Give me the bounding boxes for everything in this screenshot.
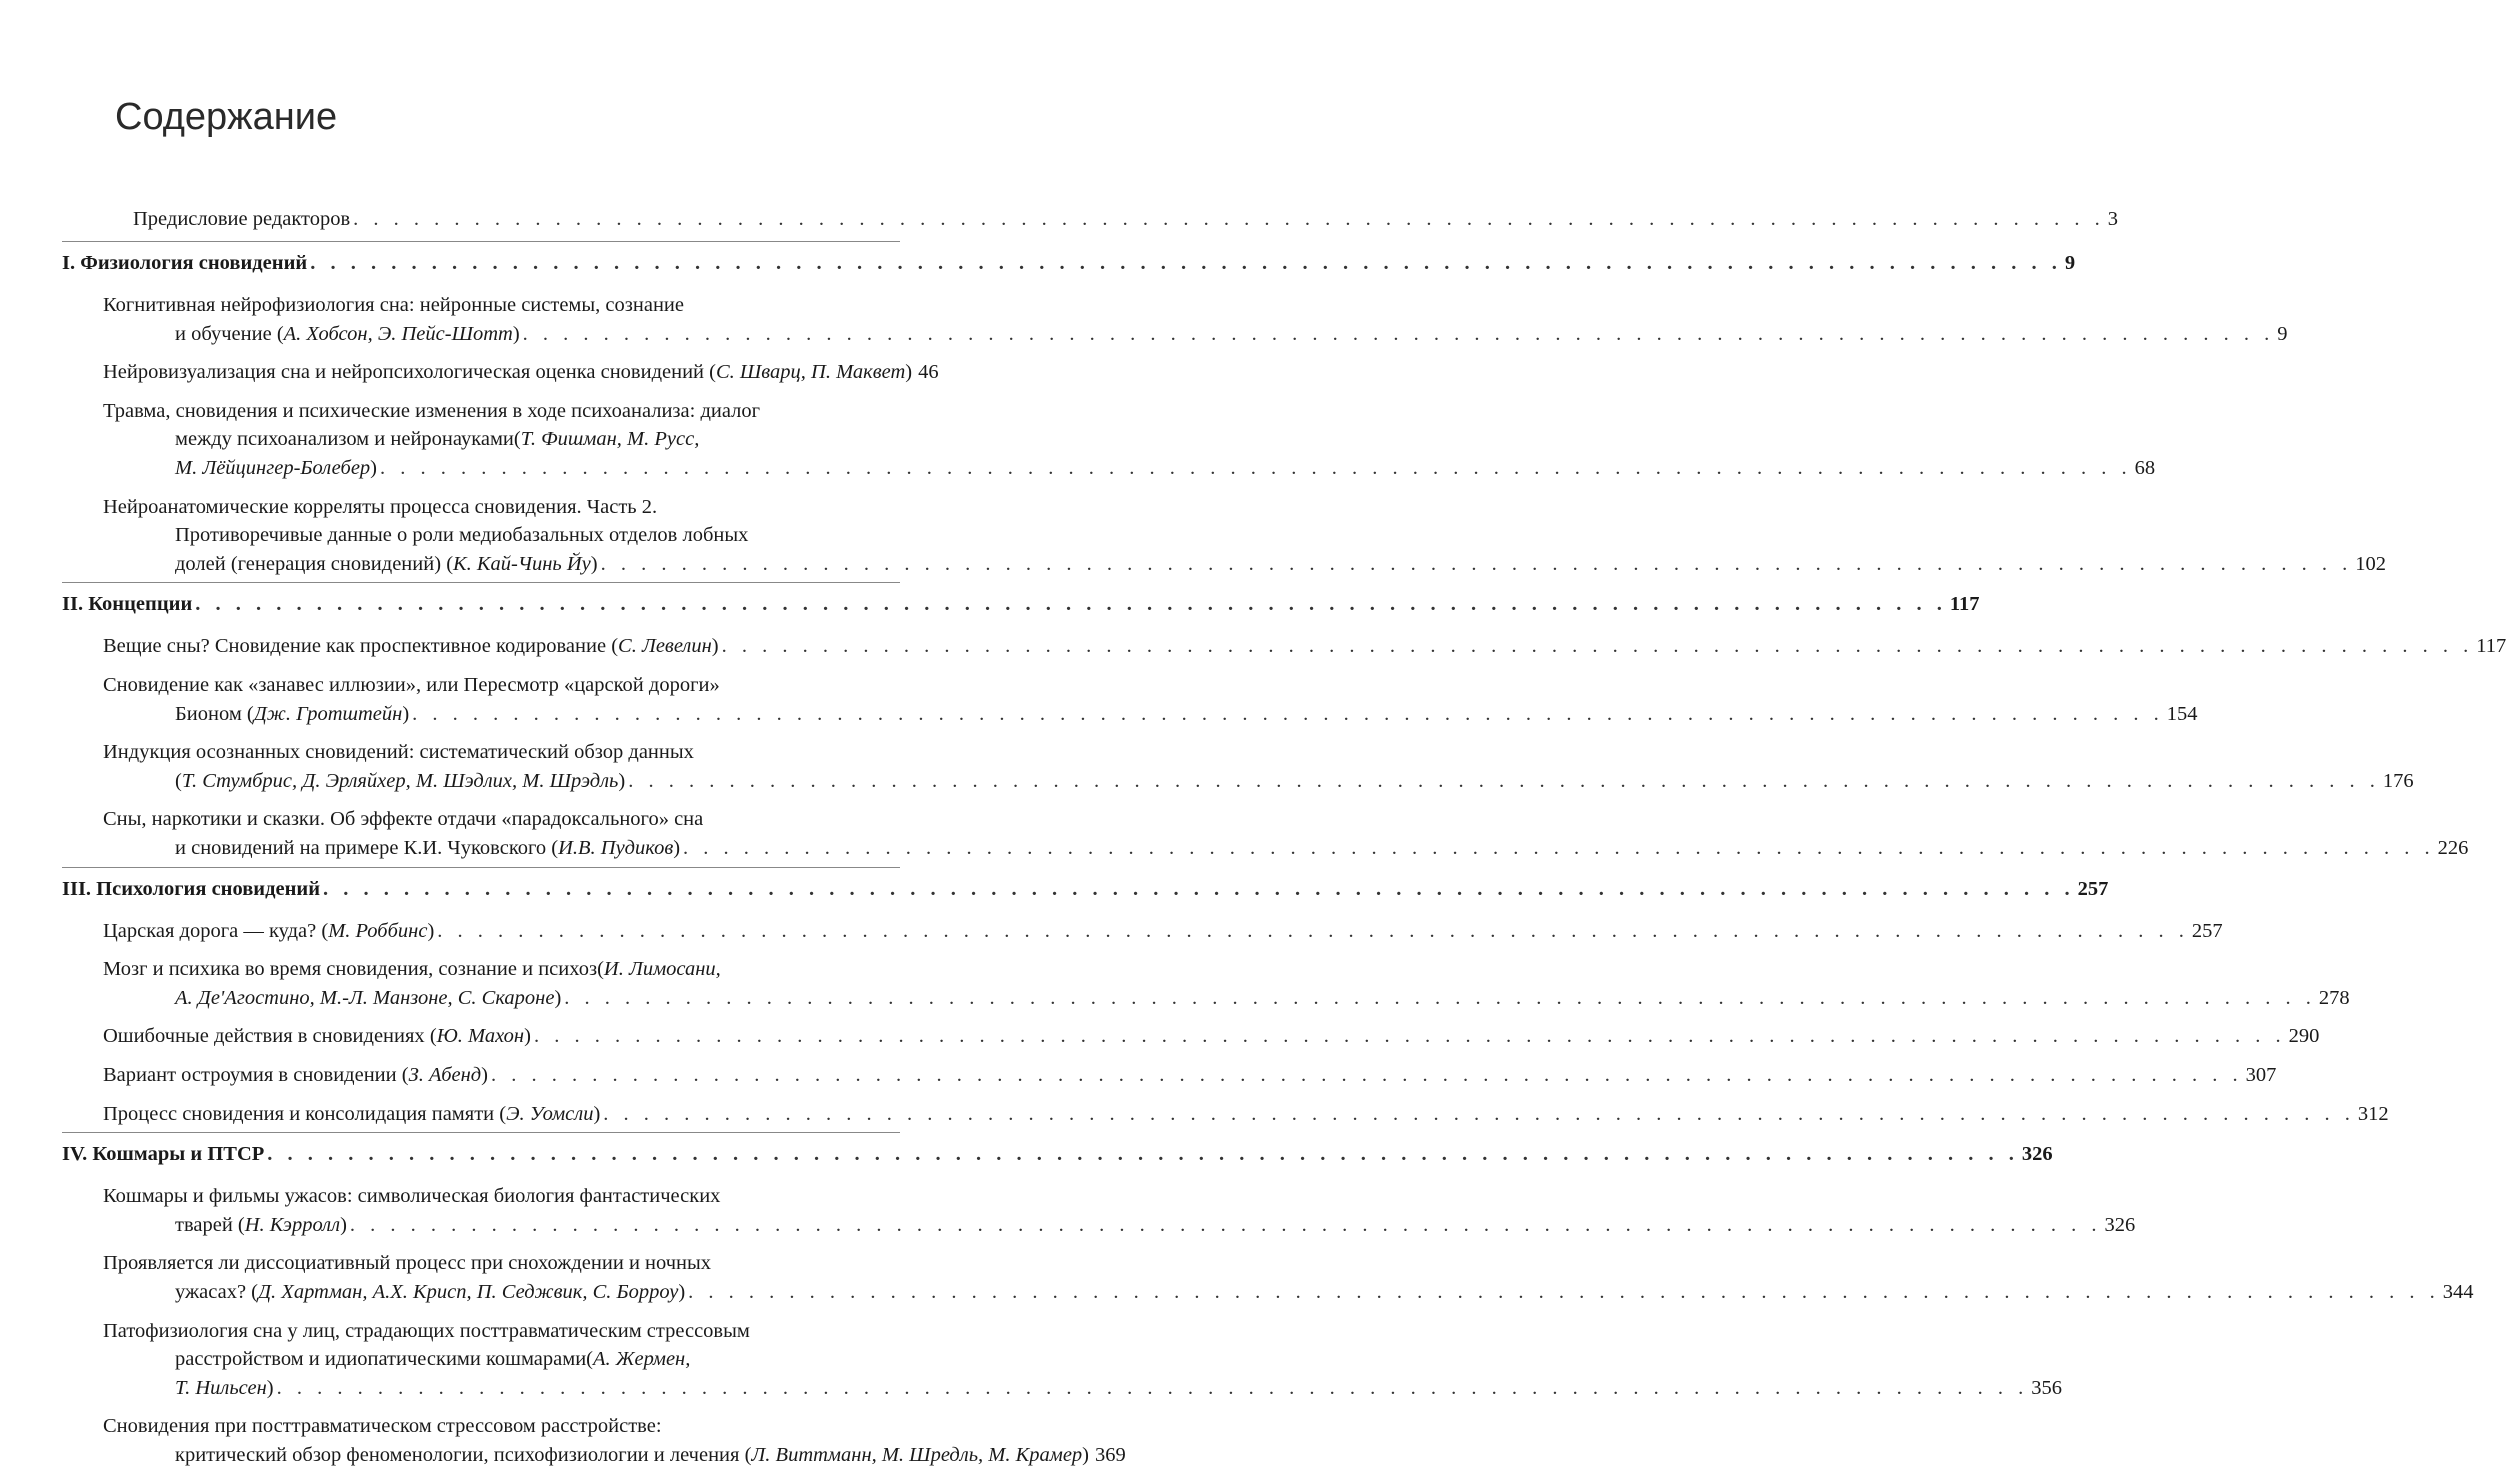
entry-line-text: Процесс сновидения и консолидация памяти	[103, 1102, 495, 1125]
leader-dots: . . . . . . . . . . . . . . . . . . . . . . . . . . . . . . . . . . . . . . . . . . . . . . . . . . . . . . . . . . . . . . . . . . . . . . . . . . . . . . . . . . . . . . .	[349, 1213, 2102, 1236]
section-title: II. Концепции	[62, 593, 193, 616]
page-number: 176	[2382, 769, 2414, 792]
page-number: 326	[2104, 1213, 2136, 1236]
leader-dots: . . . . . . . . . . . . . . . . . . . . . . . . . . . . . . . . . . . . . . . . . . . . . . . . . . . . . . . . . . . . . . . . . . . . . . . . . . . . . . . . . . . . . . .	[603, 1102, 2355, 1125]
toc-entry[interactable]	[175, 767, 2414, 795]
leader-dots: . . . . . . . . . . . . . . . . . . . . . . . . . . . . . . . . . . . . . . . . . . . . . . . . . . . . . . . . . . . . . . . . . . . . . . . . . . . . . . . . . . . . . . .	[412, 702, 2164, 725]
entry-line	[103, 671, 900, 699]
page-number: 344	[2442, 1281, 2474, 1303]
leader-dots: . . . . . . . . . . . . . . . . . . . . . . . . . . . . . . . . . . . . . . . . . . . . . . . . . . . . . . . . . . . . . . . . . . . . . . . . . . . . . . . . . . . . . . .	[353, 208, 2105, 230]
leader-dots: . . . . . . . . . . . . . . . . . . . . . . . . . . . . . . . . . . . . . . . . . . . . . . . . . . . . . . . . . . . . . . . . . . . . . . . . . . . . . . . . . . . . . . .	[721, 635, 2474, 658]
toc-entry[interactable]	[175, 834, 2469, 862]
entry-line: расстройством и идиопатическими кошмарами ( А. Жермен,	[175, 1345, 690, 1373]
entry-line-text: тварей	[175, 1213, 233, 1236]
entry-line-text: Бионом	[175, 702, 242, 725]
section-divider	[62, 582, 900, 583]
toc-entry-title: (Т. Стумбрис, Д. Эрляйхер, М. Шэдлих, М. Шрэдль)	[175, 769, 626, 792]
toc-entry[interactable]	[175, 700, 2198, 728]
leader-dots: . . . . . . . . . . . . . . . . . . . . . . . . . . . . . . . . . . . . . . . . . . . . . . . . . . . . . . . . . . . . . . . . . . . . . . . . . . . . . . . . . . . . . . .	[564, 986, 2316, 1009]
section-divider	[62, 241, 900, 242]
toc-entry-title: тварей (Н. Кэрролл)	[175, 1213, 347, 1236]
page-number: 102	[2355, 552, 2386, 575]
entry-line	[103, 397, 900, 425]
entry-line-text: и сновидений на примере К.И. Чуковского	[175, 837, 547, 859]
page-number: 226	[2437, 837, 2469, 859]
toc-entry[interactable]	[175, 1211, 2136, 1239]
toc-entry-title: Вариант остроумия в сновидении (З. Абенд)	[103, 1064, 488, 1086]
toc-entry-title: Нейровизуализация сна и нейропсихологическая оценка сновидений (С. Шварц, П. Маквет)	[103, 361, 913, 384]
entry-line-text: Нейроанатомические корреляты процесса сновидения. Часть 2.	[103, 495, 658, 518]
leader-dots: . . . . . . . . . . . . . . . . . . . . . . . . . . . . . . . . . . . . . . . . . . . . . . . . . . . . . . . . . . . . . . . . . . . . . . . . . . . . . . . . . . . . . . .	[380, 457, 2132, 479]
page-number: 9	[2064, 252, 2076, 274]
entry-line-text: критический обзор феноменологии, психофизиологии и лечения	[175, 1444, 740, 1466]
leader-dots: . . . . . . . . . . . . . . . . . . . . . . . . . . . . . . . . . . . . . . . . . . . . . . . . . . . . . . . . . . . . . . . . . . . . . . . . . . . . . . . . . . . . . . .	[490, 1064, 2243, 1086]
leader-dots: . . . . . . . . . . . . . . . . . . . . . . . . . . . . . . . . . . . . . . . . . . . . . . . . . . . . . . . . . . . . . . . . . . . . . . . . . . . . . . . . . . . . . . .	[276, 1376, 2029, 1399]
toc-entry[interactable]	[175, 454, 2156, 482]
toc-entry[interactable]	[103, 917, 2223, 945]
entry-line	[103, 1249, 900, 1277]
entry-authors: М. Лёйцингер-Болебер	[175, 457, 371, 479]
leader-dots: . . . . . . . . . . . . . . . . . . . . . . . . . . . . . . . . . . . . . . . . . . . . . . . . . . . . . . . . . . . . . . . . . . . . . . . . . . . . . . . . . . . . . . .	[522, 322, 2275, 345]
entry-line-text: ужасах?	[175, 1281, 247, 1303]
entry-line	[175, 521, 900, 549]
entry-authors: Дж. Гротштейн	[253, 702, 403, 725]
entry-line-text: Сны, наркотики и сказки. Об эффекте отдачи «парадоксального» сна	[103, 808, 704, 831]
entry-authors: К. Кай-Чинь Йу	[453, 552, 591, 575]
entry-line-text: Травма, сновидения и психические изменения в ходе психоанализа: диалог	[103, 399, 761, 422]
toc-entry-preface[interactable]	[133, 205, 2119, 233]
toc-entry-title: долей (генерация сновидений) (К. Кай-Чинь Йу)	[175, 552, 598, 575]
entry-authors: Н. Кэрролл	[244, 1213, 341, 1236]
leader-dots: . . . . . . . . . . . . . . . . . . . . . . . . . . . . . . . . . . . . . . . . . . . . . . . . . . . . . . . . . . . . . . . . . . . . . . . . . . . . . . . . . . . . . . .	[310, 252, 2062, 274]
leader-dots: . . . . . . . . . . . . . . . . . . . . . . . . . . . . . . . . . . . . . . . . . . . . . . . . . . . . . . . . . . . . . . . . . . . . . . . . . . . . . . . . . . . . . . .	[323, 877, 2075, 900]
entry-authors: Д. Хартман, А.Х. Крисп, П. Седжвик, С. Борроу	[258, 1281, 679, 1303]
toc-entry[interactable]	[175, 1278, 2474, 1306]
page-number: 290	[2288, 1025, 2320, 1048]
entry-authors: М. Роббинс	[328, 919, 428, 942]
entry-line	[103, 291, 900, 319]
entry-authors: Т. Стумбрис, Д. Эрляйхер, М. Шэдлих, М. Шрэдль	[181, 769, 619, 792]
toc-entry[interactable]	[175, 1441, 1126, 1469]
entry-authors: А. Жермен,	[593, 1348, 691, 1371]
toc-entry-title: А. Де'Агостино, М.-Л. Манзоне, С. Скароне)	[175, 986, 562, 1009]
toc-entry-title: и сновидений на примере К.И. Чуковского (И.В. Пудиков)	[175, 837, 681, 859]
leader-dots: . . . . . . . . . . . . . . . . . . . . . . . . . . . . . . . . . . . . . . . . . . . . . . . . . . . . . . . . . . . . . . . . . . . . . . . . . . . . . . . . . . . . . . .	[600, 552, 2353, 575]
page-number: 117	[2476, 635, 2506, 658]
toc-entry-title: Т. Нильсен)	[175, 1376, 274, 1399]
section-title: I. Физиология сновидений	[62, 252, 308, 274]
page-number: 257	[2191, 919, 2223, 942]
page-number: 9	[2277, 322, 2288, 345]
toc-entry-title: критический обзор феноменологии, психофизиологии и лечения (Л. Виттманн, М. Шредль, М. Крамер)	[175, 1444, 1089, 1466]
toc-entry[interactable]	[175, 984, 2350, 1012]
entry-authors: З. Абенд	[408, 1064, 482, 1086]
toc-entry-title: и обучение (А. Хобсон, Э. Пейс-Шотт)	[175, 322, 520, 345]
entry-line	[103, 738, 900, 766]
toc-entry[interactable]	[175, 320, 2288, 348]
entry-line-text: долей (генерация сновидений)	[175, 552, 442, 575]
entry-line	[103, 1412, 900, 1440]
preface-label: Предисловие редакторов	[133, 208, 351, 230]
entry-authors: Э. Уомсли	[506, 1102, 594, 1125]
entry-line-text: Мозг и психика во время сновидения, сознание и психоз	[103, 958, 598, 981]
page-number: 278	[2318, 986, 2350, 1009]
entry-authors: И.В. Пудиков	[558, 837, 674, 859]
leader-dots: . . . . . . . . . . . . . . . . . . . . . . . . . . . . . . . . . . . . . . . . . . . . . . . . . . . . . . . . . . . . . . . . . . . . . . . . . . . . . . . . . . . . . . .	[437, 919, 2189, 942]
entry-authors: А. Хобсон, Э. Пейс-Шотт	[283, 322, 513, 345]
section-divider	[62, 1132, 900, 1133]
toc-entry-title: Процесс сновидения и консолидация памяти (Э. Уомсли)	[103, 1102, 601, 1125]
entry-line-text: расстройством и идиопатическими кошмарами	[175, 1348, 587, 1371]
entry-line-text: Сновидение как «занавес иллюзии», или Пересмотр «царской дороги»	[103, 674, 720, 696]
toc-section[interactable]	[62, 249, 2076, 277]
section-title: IV. Кошмары и ПТСР	[62, 1143, 265, 1166]
toc-section[interactable]	[62, 590, 1980, 618]
toc-entry[interactable]	[103, 1061, 2277, 1089]
entry-line: Мозг и психика во время сновидения, сознание и психоз ( И. Лимосани,	[103, 955, 721, 983]
toc-entry[interactable]	[103, 632, 2506, 660]
entry-authors: Л. Виттманн, М. Шредль, М. Крамер	[751, 1444, 1083, 1466]
entry-line-text: Вариант остроумия в сновидении	[103, 1064, 397, 1086]
entry-line-text: Царская дорога — куда?	[103, 919, 317, 942]
toc-entry-title: ужасах? (Д. Хартман, А.Х. Крисп, П. Седжвик, С. Борроу)	[175, 1281, 686, 1303]
entry-line-text: и обучение	[175, 322, 272, 345]
entry-authors: И. Лимосани,	[603, 958, 721, 981]
page-title: Содержание	[115, 96, 338, 138]
leader-dots: . . . . . . . . . . . . . . . . . . . . . . . . . . . . . . . . . . . . . . . . . . . . . . . . . . . . . . . . . . . . . . . . . . . . . . . . . . . . . . . . . . . . . . .	[533, 1025, 2286, 1048]
entry-authors: Т. Фишман, М. Русс,	[520, 428, 700, 451]
toc-section-title	[62, 1140, 264, 1168]
entry-line-text: Индукция осознанных сновидений: систематический обзор данных	[103, 741, 694, 764]
toc-entry[interactable]	[103, 1100, 2389, 1128]
page-number: 117	[1949, 593, 1980, 616]
toc-section-title	[62, 249, 307, 277]
entry-line-text: между психоанализом и нейронауками	[175, 428, 514, 451]
leader-dots: . . . . . . . . . . . . . . . . . . . . . . . . . . . . . . . . . . . . . . . . . . . . . . . . . . . . . . . . . . . . . . . . . . . . . . . . . . . . . . . . . . . . . . .	[267, 1143, 2019, 1166]
toc-entry[interactable]	[103, 358, 939, 386]
page-number: 326	[2021, 1143, 2053, 1166]
entry-authors: Ю. Махон	[436, 1025, 525, 1048]
leader-dots: . . . . . . . . . . . . . . . . . . . . . . . . . . . . . . . . . . . . . . . . . . . . . . . . . . . . . . . . . . . . . . . . . . . . . . . . . . . . . . . . . . . . . . .	[195, 593, 1947, 616]
entry-line-text: Сновидения при посттравматическом стрессовом расстройстве:	[103, 1415, 662, 1438]
entry-line	[103, 1317, 900, 1345]
toc-entry-title: Вещие сны? Сновидение как проспективное кодирование (С. Левелин)	[103, 635, 719, 658]
page-number: 312	[2357, 1102, 2389, 1125]
toc-entry-title: Ошибочные действия в сновидениях (Ю. Махон)	[103, 1025, 531, 1048]
entry-line	[103, 805, 900, 833]
entry-authors: А. Де'Агостино, М.-Л. Манзоне, С. Скароне	[175, 986, 555, 1009]
toc-section-title	[62, 875, 320, 903]
toc-entry-title: Бионом (Дж. Гротштейн)	[175, 702, 410, 725]
entry-line	[103, 1182, 900, 1210]
toc-entry-title: Царская дорога — куда? (М. Роббинс)	[103, 919, 435, 942]
entry-authors: Т. Нильсен	[175, 1376, 267, 1399]
entry-line-text: Вещие сны? Сновидение как проспективное кодирование	[103, 635, 607, 658]
toc-section[interactable]	[62, 1140, 2053, 1168]
page-number: 307	[2245, 1064, 2277, 1086]
leader-dots: . . . . . . . . . . . . . . . . . . . . . . . . . . . . . . . . . . . . . . . . . . . . . . . . . . . . . . . . . . . . . . . . . . . . . . . . . . . . . . . . . . . . . . .	[688, 1281, 2440, 1303]
toc-section-title	[62, 590, 192, 618]
leader-dots: . . . . . . . . . . . . . . . . . . . . . . . . . . . . . . . . . . . . . . . . . . . . . . . . . . . . . . . . . . . . . . . . . . . . . . . . . . . . . . . . . . . . . . .	[628, 769, 2380, 792]
page-number: 257	[2077, 877, 2109, 900]
entry-authors: С. Левелин	[618, 635, 712, 658]
page-number: 369	[1095, 1444, 1126, 1466]
entry-line-text: Нейровизуализация сна и нейропсихологическая оценка сновидений	[103, 361, 705, 384]
page-number: 3	[2107, 208, 2119, 230]
entry-authors: С. Шварц, П. Маквет	[715, 361, 906, 384]
entry-line: между психоанализом и нейронауками ( Т. Фишман, М. Русс,	[175, 425, 699, 453]
toc-entry[interactable]	[103, 1022, 2320, 1050]
entry-line-text: Патофизиология сна у лиц, страдающих посттравматическим стрессовым	[103, 1319, 750, 1342]
page-number: 46	[918, 361, 939, 384]
toc-entry-title: М. Лёйцингер-Болебер)	[175, 457, 377, 479]
leader-dots: . . . . . . . . . . . . . . . . . . . . . . . . . . . . . . . . . . . . . . . . . . . . . . . . . . . . . . . . . . . . . . . . . . . . . . . . . . . . . . . . . . . . . . .	[683, 837, 2435, 859]
entry-line-text: Когнитивная нейрофизиология сна: нейронные системы, сознание	[103, 294, 684, 316]
entry-line-text: Проявляется ли диссоциативный процесс при снохождении и ночных	[103, 1252, 712, 1275]
entry-line	[103, 493, 900, 521]
entry-line-text: Противоречивые данные о роли медиобазальных отделов лобных	[175, 524, 749, 547]
toc-entry-preface-title	[133, 205, 350, 233]
page-number: 68	[2134, 457, 2156, 479]
page-number: 356	[2031, 1376, 2062, 1399]
section-title: III. Психология сновидений	[62, 877, 321, 900]
toc-entry[interactable]	[175, 550, 2386, 578]
entry-line-text: Кошмары и фильмы ужасов: символическая биология фантастических	[103, 1185, 721, 1208]
section-divider	[62, 867, 900, 868]
toc-section[interactable]	[62, 875, 2109, 903]
toc-entry[interactable]	[175, 1374, 2062, 1402]
page-number: 154	[2166, 702, 2198, 725]
entry-line-text: Ошибочные действия в сновидениях	[103, 1025, 425, 1048]
